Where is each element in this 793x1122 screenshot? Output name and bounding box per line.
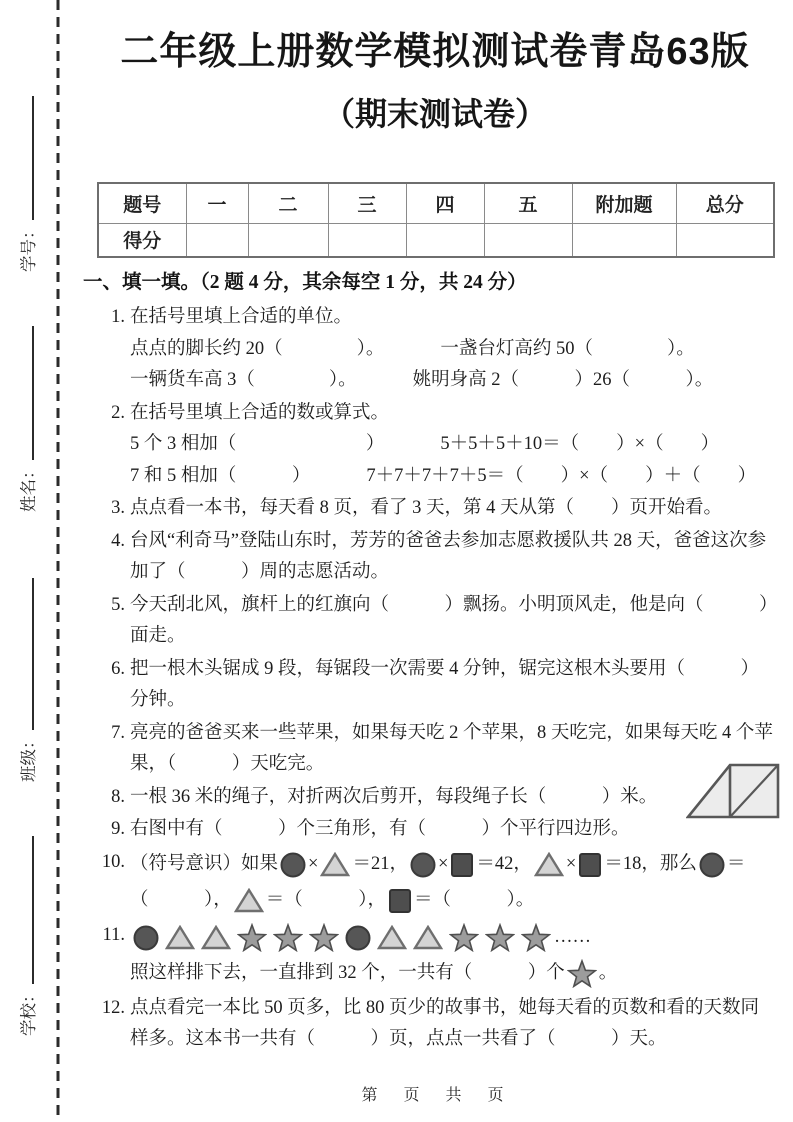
question-line: [130, 334, 773, 366]
page-subtitle: （期末测试卷）: [322, 96, 547, 132]
score-cell-empty: [484, 223, 572, 257]
question-line-with-shapes: [130, 883, 773, 919]
school-blank-line: [18, 837, 34, 985]
score-header-question-no: 题号: [98, 183, 186, 223]
question-11: [97, 920, 773, 992]
question-text: 7 和 5 相加（ ）: [130, 465, 311, 486]
square-icon: [578, 852, 602, 878]
question-line: [130, 461, 773, 493]
text-segment: （ ），: [130, 889, 232, 910]
score-table-header-row: [98, 183, 774, 223]
score-cell-empty: [572, 223, 676, 257]
star-icon: [567, 959, 597, 988]
question-number: 11.: [102, 924, 125, 945]
question-2: [97, 398, 773, 493]
triangle-icon: [320, 852, 350, 877]
question-text: 今天刮北风，旗杆上的红旗向（ ）飘扬。小明顶风走，他是向（ ）面走。: [130, 594, 769, 646]
question-8: [97, 782, 773, 814]
question-number: 2.: [111, 402, 125, 423]
circle-icon: [410, 852, 436, 878]
question-line: [130, 429, 773, 461]
school-label: 学校：: [20, 986, 38, 1036]
question-number: 4.: [111, 530, 125, 551]
text-segment: ＝（ ），: [265, 889, 387, 910]
question-line-with-shapes: [130, 956, 773, 992]
question-4: [97, 526, 773, 589]
page-footer: 第 页 共 页: [361, 1086, 509, 1104]
score-header-four: 四: [406, 183, 484, 223]
circle-icon: [345, 925, 371, 951]
text-segment: ＝（ ）。: [414, 889, 535, 910]
question-9: [97, 814, 773, 846]
question-number: 12.: [101, 997, 125, 1018]
name-field: [18, 327, 40, 513]
star-icon: [521, 923, 551, 952]
score-cell-empty: [248, 223, 328, 257]
text-segment: ×: [565, 853, 577, 874]
school-field: [18, 837, 40, 1037]
shape-pattern-row: [130, 920, 773, 956]
circle-icon: [280, 852, 306, 878]
triangle-icon: [165, 925, 195, 950]
question-text: 5＋5＋5＋10＝（ ）×（ ）: [440, 434, 720, 454]
question-text: 亮亮的爸爸买来一些苹果，如果每天吃 2 个苹果，8 天吃完，如果每天吃 4 个苹果，（ ）天吃完。: [130, 722, 773, 774]
text-segment: ＝18，那么: [604, 853, 697, 874]
square-icon: [450, 852, 474, 878]
circle-icon: [699, 852, 725, 878]
question-line: [130, 365, 773, 397]
class-field: [18, 579, 40, 783]
content-column: [83, 0, 773, 1105]
score-header-one: 一: [186, 183, 248, 223]
text-segment: ……: [554, 926, 591, 947]
score-header-five: 五: [484, 183, 572, 223]
student-id-label: 学号：: [20, 222, 38, 272]
page-title: 二年级上册数学模拟测试卷青岛63版: [120, 31, 750, 73]
question-number: 7.: [111, 722, 125, 743]
class-label: 班级：: [20, 732, 38, 782]
question-text: 把一根木头锯成 9 段，每锯段一次需要 4 分钟，锯完这根木头要用（ ）分钟。: [130, 658, 760, 710]
question-line-with-shapes: [130, 847, 773, 883]
section-one-heading: 一、填一填。（2 题 4 分，其余每空 1 分，共 24 分）: [83, 272, 527, 293]
question-5: [97, 590, 773, 653]
question-list: [97, 302, 773, 1056]
triangle-icon: [534, 852, 564, 877]
star-icon: [485, 923, 515, 952]
star-icon: [273, 923, 303, 952]
question-text: 7＋7＋7＋7＋5＝（ ）×（ ）＋（ ）: [366, 465, 757, 486]
text-segment: ＝42，: [476, 853, 532, 874]
question-7: [97, 718, 773, 781]
question-text: 台风“利奇马”登陆山东时，芳芳的爸爸去参加志愿救援队共 28 天，爸爸这次参加了（ ）周的志愿活动。: [130, 530, 767, 582]
binding-dashed-line: [55, 0, 61, 1122]
question-12: [97, 993, 773, 1056]
star-icon: [309, 923, 339, 952]
question-text: 一盏台灯高约 50（ ）。: [440, 338, 695, 359]
score-header-extra: 附加题: [572, 183, 676, 223]
question-1: [97, 302, 773, 397]
name-blank-line: [18, 327, 34, 461]
question-number: 3.: [111, 498, 125, 518]
text-segment: 照这样排下去，一直排到 32 个，一共有（ ）个: [130, 962, 565, 983]
question-text: 点点看一本书，每天看 8 页，看了 3 天，第 4 天从第（ ）页开始看。: [130, 498, 723, 518]
triangle-icon: [201, 925, 231, 950]
text-segment: ×: [308, 853, 319, 874]
score-cell-empty: [406, 223, 484, 257]
text-segment: ＝21，: [352, 853, 408, 874]
question-10: [97, 847, 773, 919]
question-text: 一根 36 米的绳子，对折两次后剪开，每段绳子长（ ）米。: [130, 786, 658, 807]
score-header-two: 二: [248, 183, 328, 223]
question-number: 1.: [111, 307, 125, 327]
text-segment: （符号意识）如果: [130, 853, 279, 874]
question-3: [97, 493, 773, 525]
question-number: 6.: [111, 658, 125, 679]
triangle-icon: [413, 925, 443, 950]
question-text: 在括号里填上合适的单位。: [130, 307, 353, 327]
question-number: 5.: [111, 594, 125, 615]
question-text: 点点的脚长约 20（ ）。: [130, 338, 385, 359]
question-number: 9.: [111, 819, 125, 839]
text-segment: 。: [598, 962, 618, 983]
score-header-three: 三: [328, 183, 406, 223]
text-segment: ＝: [726, 853, 746, 874]
score-table: [97, 182, 775, 258]
question-number: 10.: [101, 851, 125, 872]
question-text: 5 个 3 相加（ ）: [130, 434, 385, 454]
question-text: 姚明身高 2（ ）26（ ）。: [412, 370, 714, 390]
score-cell-empty: [328, 223, 406, 257]
question-number: 8.: [111, 786, 125, 807]
question-text: 一辆货车高 3（ ）。: [130, 370, 357, 390]
name-label: 姓名：: [20, 462, 38, 512]
text-segment: ×: [437, 853, 449, 874]
star-icon: [237, 923, 267, 952]
score-header-total: 总分: [676, 183, 774, 223]
class-blank-line: [18, 579, 34, 731]
circle-icon: [133, 925, 159, 951]
student-id-field: [18, 97, 40, 273]
square-icon: [388, 888, 412, 914]
triangle-icon: [234, 888, 264, 913]
student-id-blank-line: [18, 97, 34, 221]
score-cell-empty: [676, 223, 774, 257]
score-cell-empty: [186, 223, 248, 257]
score-table-score-row: [98, 223, 774, 257]
score-row-label: 得分: [98, 223, 186, 257]
triangle-icon: [377, 925, 407, 950]
question-6: [97, 654, 773, 717]
question-text: 右图中有（ ）个三角形，有（ ）个平行四边形。: [130, 819, 630, 839]
question-text: 在括号里填上合适的数或算式。: [130, 402, 390, 423]
star-icon: [449, 923, 479, 952]
question-text: 点点看完一本比 50 页多，比 80 页少的故事书，她每天看的页数和看的天数同样多。这本书一共有（ ）页，点点一共看了（ ）天。: [130, 997, 760, 1049]
